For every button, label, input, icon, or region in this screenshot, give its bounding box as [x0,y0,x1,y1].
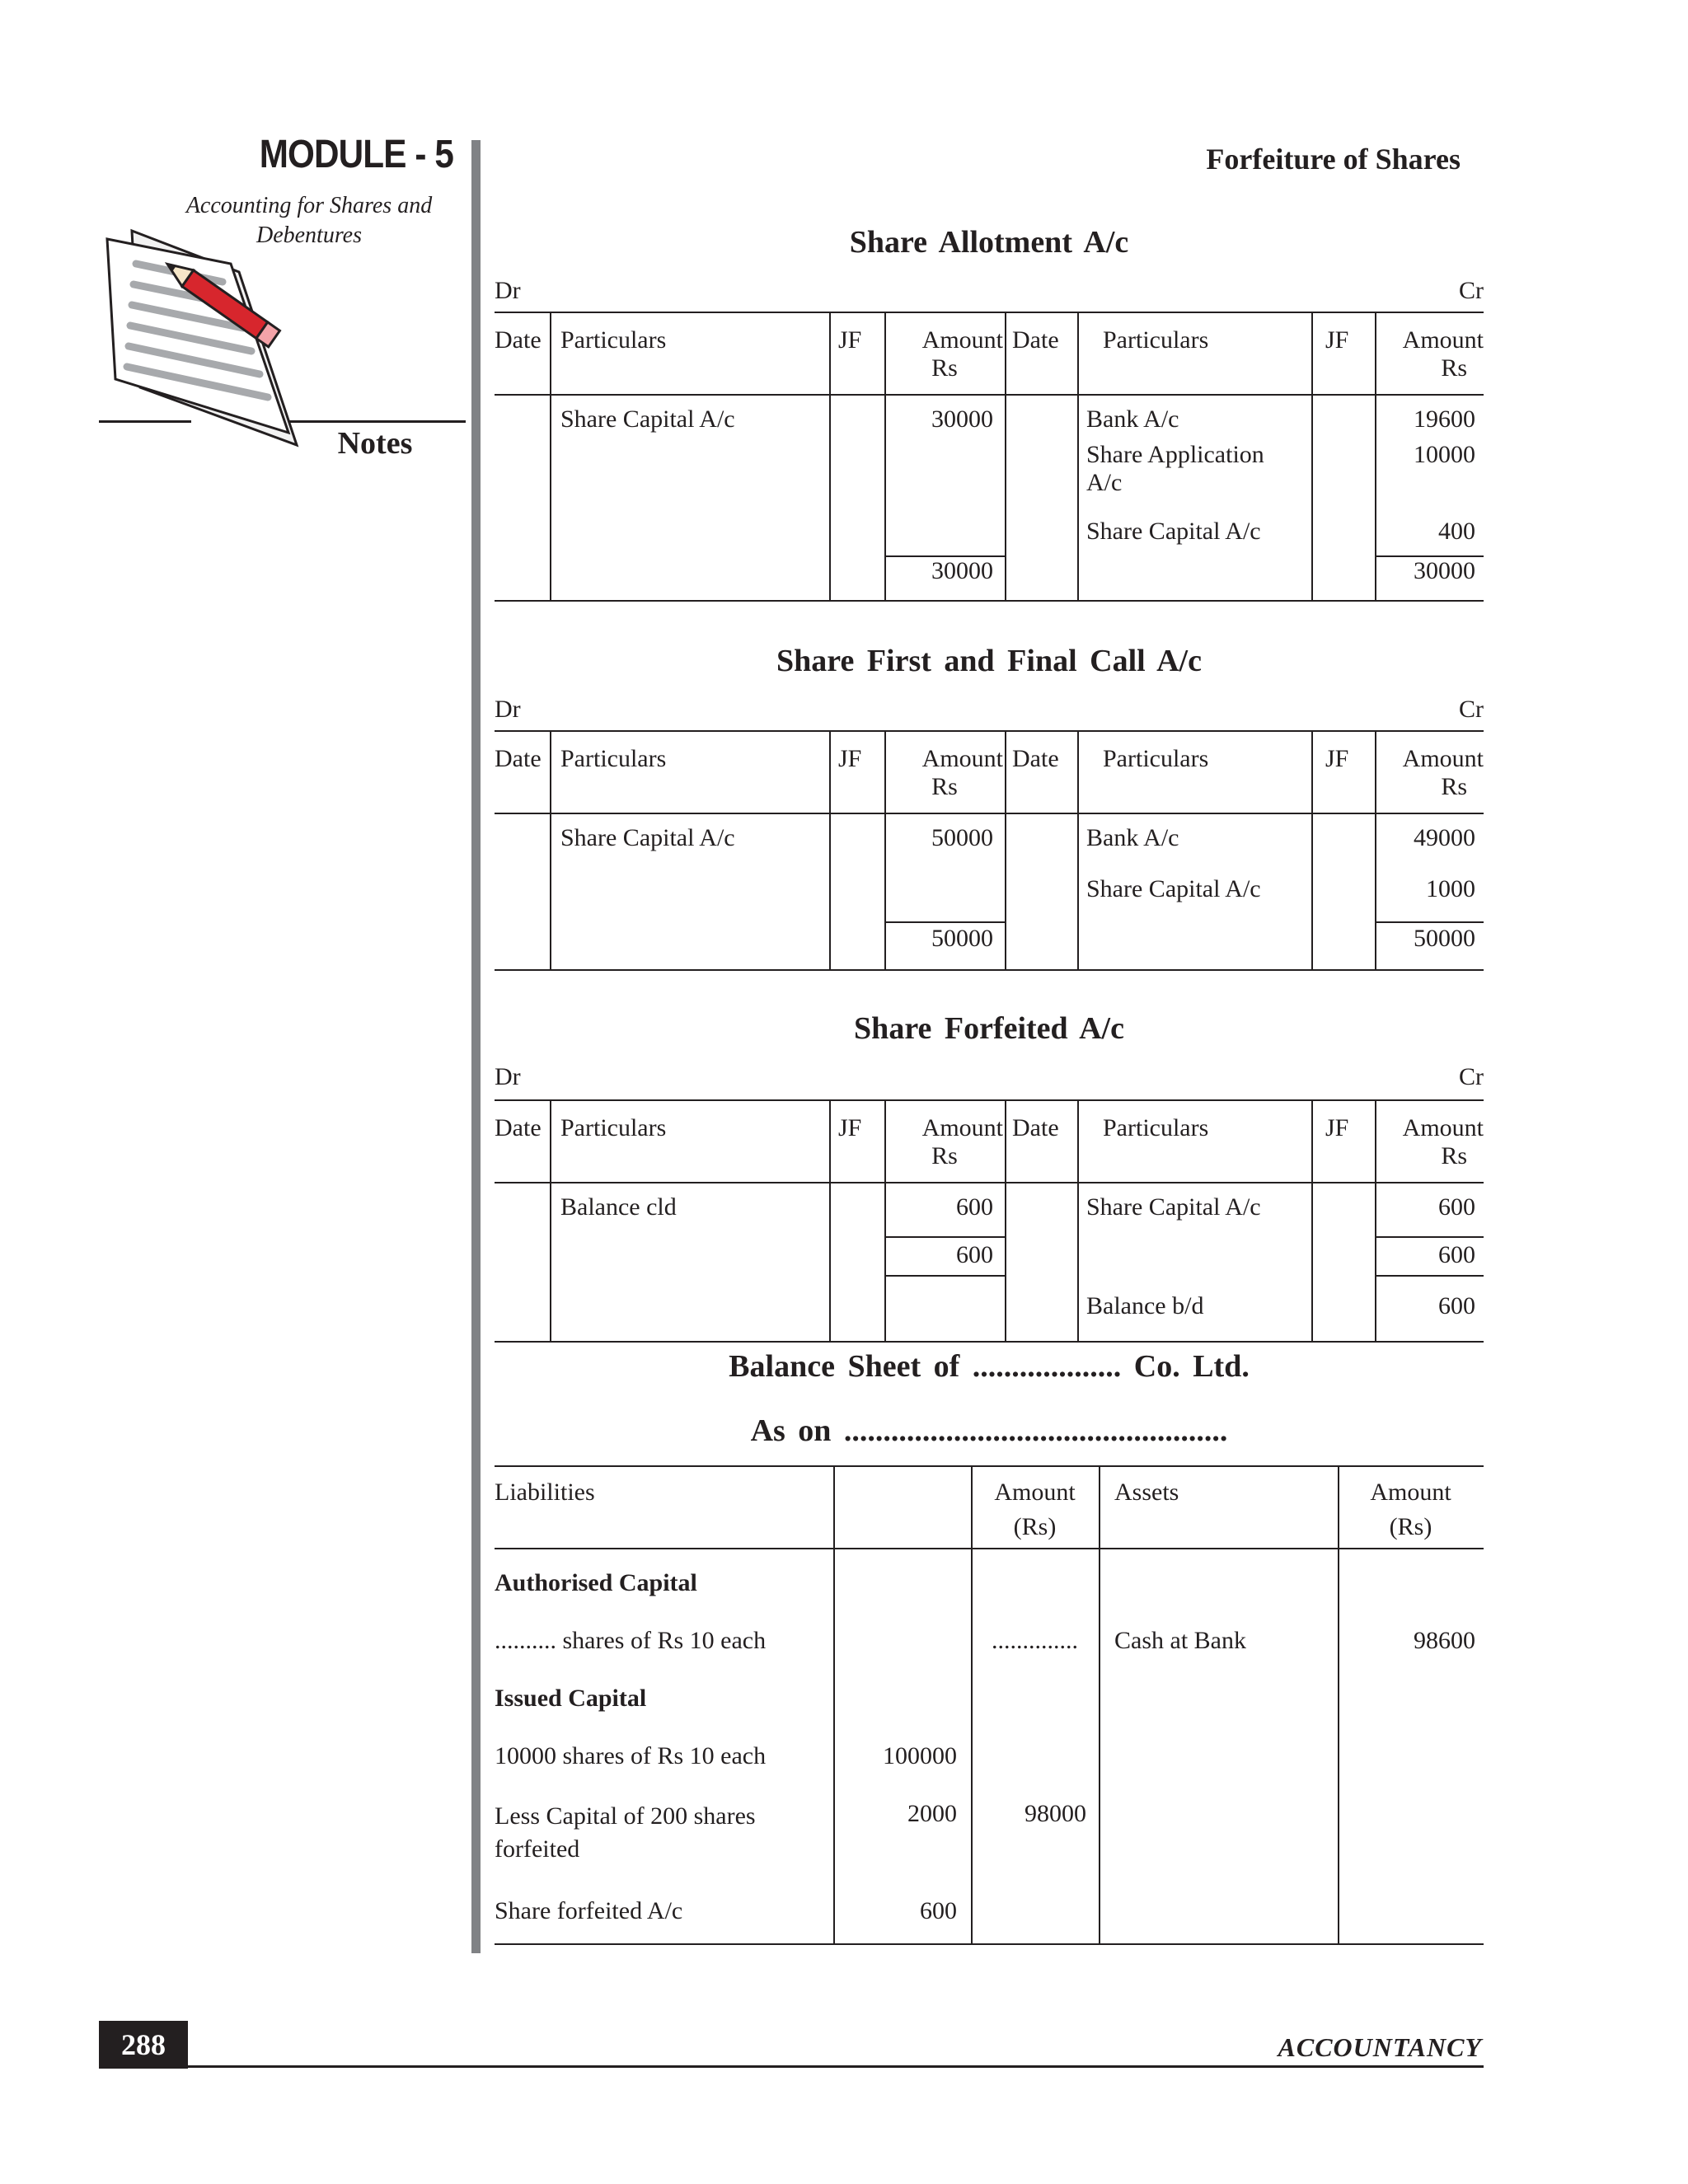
col-jf: JF [838,745,862,772]
col-particulars: Particulars [560,326,667,354]
balance-sheet-title: Balance Sheet of ................... Co. Ltd. [729,1349,1250,1384]
col-jf: JF [838,326,862,354]
col-liabilities: Liabilities [495,1479,595,1506]
credit-amount: 1000 [1426,875,1475,902]
debit-amount: 600 [956,1193,993,1221]
share-forfeited-amount: 600 [920,1897,957,1924]
allotment-ledger [495,312,1484,602]
allotment-title: Share Allotment A/c [849,225,1129,260]
module-title: MODULE - 5 [259,133,453,176]
credit-amount: 600 [1438,1193,1475,1221]
debit-particulars: Share Capital A/c [560,405,735,433]
col-date: Date [1012,1114,1059,1141]
credit-amount: 400 [1438,518,1475,545]
col-date: Date [1012,745,1059,772]
credit-particulars: Bank A/c [1086,405,1179,433]
col-amount: Amount [921,745,1003,772]
cr-label: Cr [1459,277,1484,304]
final-call-drcr [495,696,1484,729]
col-rs: (Rs) [1013,1513,1057,1540]
footer-rule [188,2065,1484,2068]
debit-total: 600 [956,1241,993,1268]
credit-particulars: Bank A/c [1086,824,1179,851]
credit-particulars: Share Application A/c [1086,441,1264,496]
notepad-with-pencil-icon [99,223,330,462]
dr-label: Dr [495,1063,521,1090]
credit-amount: 10000 [1414,441,1475,468]
cash-at-bank-label: Cash at Bank [1114,1627,1246,1654]
col-particulars: Particulars [1103,326,1209,354]
cr-label: Cr [1459,696,1484,723]
dr-label: Dr [495,277,521,304]
page-number: 288 [99,2021,188,2069]
less-net-amount: 98000 [1025,1800,1086,1827]
forfeited-title: Share Forfeited A/c [854,1011,1124,1046]
col-rs: Rs [931,773,958,800]
col-date: Date [495,326,542,354]
notes-label: Notes [337,426,413,461]
col-jf: JF [1325,326,1349,354]
col-rs: Rs [931,354,958,382]
authorised-heading: Authorised Capital [495,1569,697,1596]
col-rs: (Rs) [1389,1513,1432,1540]
credit-particulars: Share Capital A/c [1086,1193,1261,1221]
credit-total: 30000 [1414,557,1475,584]
balance-bd-particulars: Balance b/d [1086,1292,1204,1319]
credit-amount: 49000 [1414,824,1475,851]
col-amount: Amount [994,1479,1076,1506]
forfeited-drcr [495,1063,1484,1096]
balance-sheet-table [495,1465,1484,1945]
issued-line: 10000 shares of Rs 10 each [495,1742,767,1769]
share-forfeited-line: Share forfeited A/c [495,1897,683,1924]
col-rs: Rs [1441,354,1467,382]
less-forfeited-line: Less Capital of 200 shares forfeited [495,1802,756,1863]
col-amount: Amount [921,1114,1003,1141]
debit-particulars: Share Capital A/c [560,824,735,851]
final-call-ledger [495,730,1484,971]
col-particulars: Particulars [560,745,667,772]
running-head: Forfeiture of Shares [1206,143,1461,176]
col-date: Date [1012,326,1059,354]
col-date: Date [495,745,542,772]
debit-total: 50000 [931,925,993,952]
module-subtitle: Accounting for Shares and Debentures [185,193,433,248]
col-jf: JF [1325,1114,1349,1141]
debit-amount: 50000 [931,824,993,851]
footer-subject: ACCOUNTANCY [1278,2032,1482,2062]
margin-divider [471,140,481,1953]
balance-bd-amount: 600 [1438,1292,1475,1319]
cash-at-bank-amount: 98600 [1414,1627,1475,1654]
col-jf: JF [838,1114,862,1141]
authorised-line: .......... shares of Rs 10 each [495,1627,767,1654]
col-amount: Amount [921,326,1003,354]
credit-amount: 19600 [1414,405,1475,433]
credit-particulars: Share Capital A/c [1086,875,1261,902]
col-amount: Amount [1402,745,1484,772]
issued-amount: 100000 [883,1742,957,1769]
notes-rule-right [288,420,466,423]
col-amount: Amount [1370,1479,1451,1506]
issued-heading: Issued Capital [495,1685,647,1712]
forfeited-ledger [495,1099,1484,1343]
credit-total: 600 [1438,1241,1475,1268]
allotment-drcr [495,277,1484,310]
col-amount: Amount [1402,326,1484,354]
credit-total: 50000 [1414,925,1475,952]
col-date: Date [495,1114,542,1141]
col-jf: JF [1325,745,1349,772]
col-assets: Assets [1114,1479,1179,1506]
col-particulars: Particulars [1103,1114,1209,1141]
balance-sheet-date: As on ................................................. [750,1413,1228,1448]
col-particulars: Particulars [560,1114,667,1141]
notes-rule-left [99,420,191,423]
final-call-title: Share First and Final Call A/c [776,644,1202,678]
debit-particulars: Balance cld [560,1193,677,1221]
col-rs: Rs [931,1142,958,1169]
debit-amount: 30000 [931,405,993,433]
col-rs: Rs [1441,773,1467,800]
dr-label: Dr [495,696,521,723]
cr-label: Cr [1459,1063,1484,1090]
less-amount: 2000 [907,1800,957,1827]
debit-total: 30000 [931,557,993,584]
col-rs: Rs [1441,1142,1467,1169]
authorised-amount: .............. [992,1627,1078,1654]
col-amount: Amount [1402,1114,1484,1141]
credit-particulars: Share Capital A/c [1086,518,1261,545]
col-particulars: Particulars [1103,745,1209,772]
